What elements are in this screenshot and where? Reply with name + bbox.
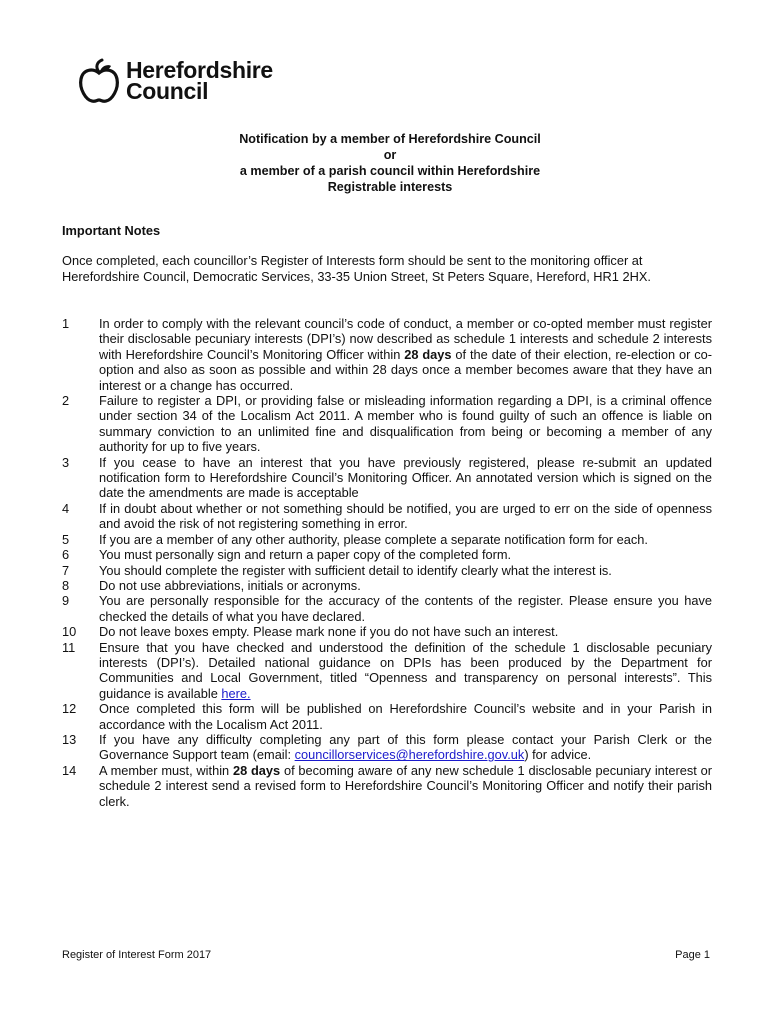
note-text: Do not use abbreviations, initials or acronyms. (99, 577, 361, 593)
note-item-2 (62, 393, 712, 455)
note-number: 10 (62, 624, 77, 640)
note-number: 6 (62, 547, 70, 563)
note-text: Ensure that you have checked and understood the definition of the schedule 1 disclosable pecuniary interests (DPI’s). Detailed national guidance on DPIs has been produced by the Department for Communities and Local Government, titled “Openness and transparency on personal interests”. This guidance is available here. (99, 639, 712, 701)
logo-line-2: Council (126, 78, 209, 104)
note-text: You should complete the register with sufficient detail to identify clearly what the interest is. (99, 562, 612, 578)
note-item-10 (62, 624, 712, 639)
note-text: Do not leave boxes empty. Please mark none if you do not have such an interest. (99, 624, 559, 640)
note-number: 12 (62, 701, 77, 717)
note-number: 8 (62, 577, 70, 593)
note-number: 2 (62, 393, 70, 409)
note-text: If in doubt about whether or not something should be notified, you are urged to err on the side of openness and avoid the risk of not registering something in error. (99, 500, 712, 532)
note-item-8 (62, 578, 712, 593)
note-number: 9 (62, 593, 70, 609)
note-number: 11 (62, 639, 76, 655)
note-text: You must personally sign and return a paper copy of the completed form. (99, 547, 512, 563)
note-item-3 (62, 455, 712, 501)
note-text: Failure to register a DPI, or providing false or misleading information regarding a DPI, is a criminal offence under section 34 of the Localism Act 2011. A member who is found guilty of such an offence is liable on summary conviction to an unlimited fine and disqualification from being or becoming a member of any authority for up to five years. (99, 393, 712, 455)
note-number: 5 (62, 531, 70, 547)
note-number: 14 (62, 762, 77, 778)
note-number: 7 (62, 562, 70, 578)
note-item-4 (62, 501, 712, 532)
note-number: 13 (62, 731, 77, 747)
note-item-11 (62, 640, 712, 702)
note-item-6 (62, 547, 712, 562)
note-item-13 (62, 732, 712, 763)
note-text: If you have any difficulty completing any part of this form please contact your Parish Clerk or the Governance Support team (email: councillorservices@herefordshire.gov.uk) for advice. (99, 731, 712, 763)
note-item-5 (62, 532, 712, 547)
title-line-2: or (383, 148, 397, 162)
note-item-1 (62, 316, 712, 393)
note-text: If you cease to have an interest that you have previously registered, please re-submit an updated notification form to Herefordshire Council’s Monitoring Officer. An annotated version which is signed on the date the amendments are made is acceptable (99, 454, 712, 501)
note-item-7 (62, 563, 712, 578)
form-title (150, 131, 630, 195)
apple-icon (77, 58, 121, 104)
notes-heading: Important Notes (62, 223, 161, 238)
note-text: If you are a member of any other authority, please complete a separate notification form for each. (99, 531, 648, 547)
council-logo (77, 58, 273, 104)
title-line-4: Registrable interests (327, 180, 453, 194)
note-text: You are personally responsible for the accuracy of the contents of the register. Please ensure you have checked the details of what you have declared. (99, 593, 712, 624)
notes-list (62, 316, 712, 809)
note-text: A member must, within 28 days of becoming aware of any new schedule 1 disclosable pecuniary interest or schedule 2 interest send a revised form to Herefordshire Council’s Monitoring Officer and notify their parish clerk. (99, 762, 712, 809)
guidance-link[interactable]: here. (221, 685, 251, 701)
logo-line-1: Herefordshire (126, 57, 273, 83)
title-line-3: a member of a parish council within Herefordshire (239, 164, 541, 178)
note-number: 3 (62, 454, 70, 470)
footer-page-number: Page 1 (675, 949, 710, 961)
note-text: In order to comply with the relevant council’s code of conduct, a member or co-opted member must register their disclosable pecuniary interests (DPI’s) now described as schedule 1 interests and schedule 2 interests with Herefordshire Council’s Monitoring Officer within 28 days of the date of their election, re-election or co-option and also as soon as possible and within 28 days once a member becomes aware that they have an interest or a change has occurred. (99, 316, 712, 393)
note-item-12 (62, 701, 712, 732)
footer-form-name: Register of Interest Form 2017 (62, 949, 212, 961)
note-number: 1 (62, 316, 70, 331)
note-number: 4 (62, 500, 70, 516)
note-item-9 (62, 593, 712, 624)
note-item-14 (62, 763, 712, 809)
note-text: Once completed this form will be published on Herefordshire Council’s website and in your Parish in accordance with the Localism Act 2011. (99, 701, 712, 732)
intro-paragraph: Once completed, each councillor’s Register of Interests form should be sent to the monitoring officer at Herefordshire Council, Democratic Services, 33-35 Union Street, St Peters Square, Hereford, HR1 2HX. (62, 253, 651, 284)
title-line-1: Notification by a member of Herefordshire Council (239, 132, 541, 146)
logo-wordmark (126, 57, 273, 104)
email-link[interactable]: councillorservices@herefordshire.gov.uk (294, 747, 525, 763)
